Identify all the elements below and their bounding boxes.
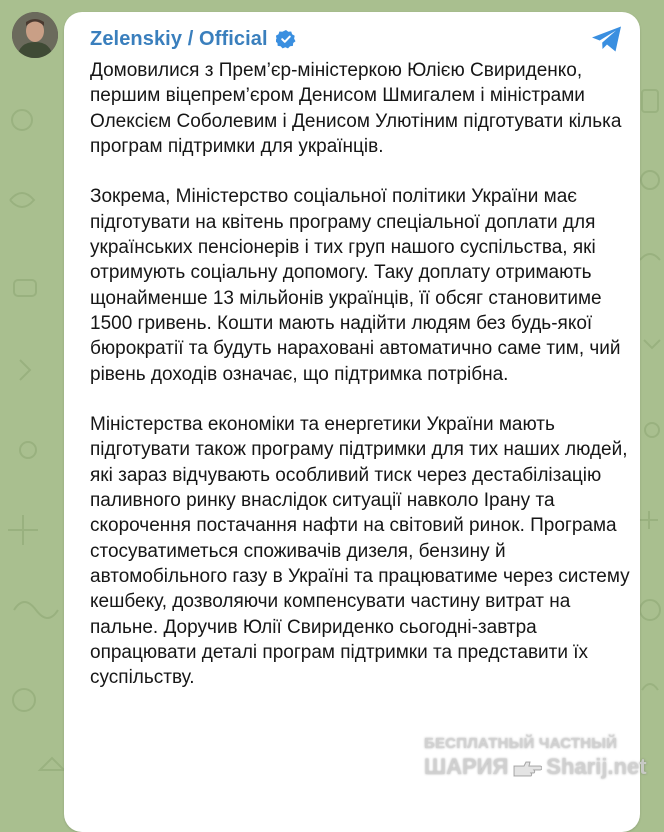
post-header — [90, 24, 296, 54]
watermark-line-2 — [424, 754, 654, 780]
message-paragraph-3: Міністерства економіки та енергетики України мають підготувати також програму підтримки для тих наших людей, які зараз відчувають особливий тиск через дестабілізацію паливного ринку внаслідок ситуації навколо Ірану та скорочення постачання нафти на світовий ринок. Програма стосуватиметься споживачів дизеля, бензину й автомобільного газу в Україні та працюватиме через систему кешбеку, дозволяючи компенсувати частину витрат на пальне. Доручив Юлії Свириденко сьогодні-завтра опрацювати деталі програм підтримки та представити їх суспільству. — [90, 414, 630, 689]
watermark-word-left: ШАРИЯ — [424, 754, 509, 779]
pointing-hand-icon — [512, 758, 542, 776]
channel-name[interactable]: Zelenskiy / Official — [90, 27, 268, 50]
sharij-watermark — [424, 735, 654, 795]
telegram-share-icon[interactable] — [590, 24, 624, 54]
message-paragraph-2: Зокрема, Міністерство соціальної політики України має підготувати на квітень програму спеціальної доплати для українських пенсіонерів і тих груп нашого суспільства, які отримують соціальну допомогу. Таку доплату отримають щонайменше 13 мільйонів українців, її обсяг становитиме 1500 гривень. Кошти мають надійти людям без будь-якої бюрократії та будуть нараховані автоматично саме тим, чий рівень доходів означає, що підтримка потрібна. — [90, 186, 621, 385]
verified-badge-icon — [276, 29, 296, 49]
message-paragraph-1: Домовилися з Прем’єр-міністеркою Юлією Свириденко, першим віцепрем’єром Денисом Шмигалем і міністрами Олексієм Соболевим і Денисом Улютіним підготувати кілька програм підтримки для українців. — [90, 60, 622, 157]
watermark-line-1: БЕСПЛАТНЫЙ ЧАСТНЫЙ — [424, 735, 618, 752]
watermark-word-right: Sharij.net — [546, 754, 647, 779]
message-text — [90, 58, 636, 690]
channel-avatar[interactable] — [12, 12, 58, 58]
avatar-portrait-icon — [12, 12, 58, 58]
